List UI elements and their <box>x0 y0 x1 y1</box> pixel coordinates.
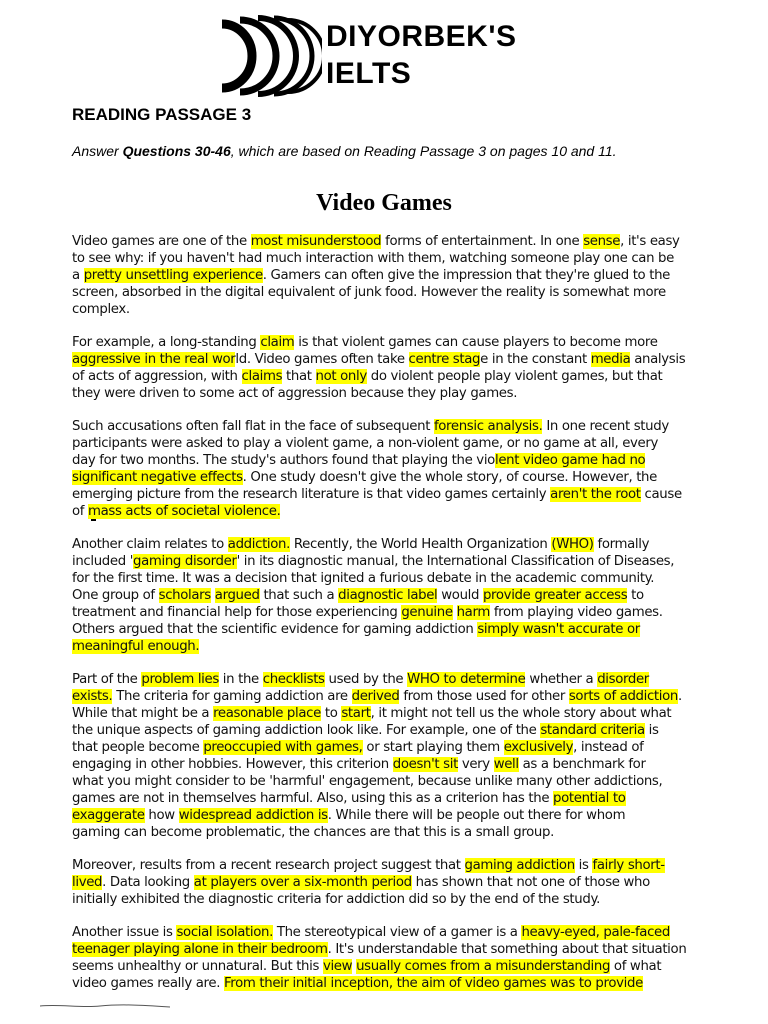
text-run: the unique aspects of gaming addiction look like. For example, one of the <box>72 723 541 738</box>
highlighted-phrase: preoccupied with games, <box>203 740 363 755</box>
highlighted-phrase: mass acts of societal violence. <box>88 504 281 519</box>
text-line <box>72 874 732 891</box>
highlighted-phrase: sense <box>583 234 621 249</box>
article-paragraph <box>72 334 732 402</box>
highlighted-phrase: at players over a six-month period <box>193 875 412 890</box>
text-line <box>72 536 732 553</box>
article-paragraph <box>72 857 732 908</box>
text-line <box>72 301 732 318</box>
instruction-pre: Answer <box>72 143 123 159</box>
text-run: . Data looking <box>102 875 194 890</box>
highlighted-phrase: exaggerate <box>72 808 145 823</box>
text-run: would <box>437 588 483 603</box>
text-run: Another claim relates to <box>72 537 228 552</box>
highlighted-phrase: lived <box>72 875 103 890</box>
highlighted-phrase: argued <box>214 588 260 603</box>
text-run: . It's understandable that something about that situation <box>327 942 687 957</box>
text-line <box>72 486 732 503</box>
highlighted-phrase: harm <box>456 605 490 620</box>
text-run: Such accusations often fall flat in the face of subsequent <box>72 419 434 434</box>
highlighted-phrase: teenager playing alone in their bedroom <box>72 942 328 957</box>
highlighted-phrase: addiction. <box>227 537 291 552</box>
text-run: ' in its diagnostic manual, the International Classification of Diseases, <box>236 554 675 569</box>
text-line <box>72 773 732 790</box>
text-run: e in the constant <box>480 352 591 367</box>
brand-line-2: IELTS <box>326 57 412 90</box>
text-line <box>72 807 732 824</box>
text-run: Another issue is <box>72 925 177 940</box>
text-run: One group of <box>72 588 159 603</box>
text-run: . While there will be people out there for whom <box>327 808 626 823</box>
text-line <box>72 334 732 351</box>
text-run: analysis <box>630 352 686 367</box>
text-run: . <box>678 689 682 704</box>
highlighted-phrase: WHO to determine <box>407 672 526 687</box>
highlighted-phrase: checklists <box>262 672 325 687</box>
text-run: Others argued that the scientific evidence for gaming addiction <box>72 622 478 637</box>
text-line <box>72 368 732 385</box>
text-run: they were driven to some act of aggression because they play games. <box>72 386 518 401</box>
highlighted-phrase: well <box>493 757 519 772</box>
text-run: emerging picture from the research literature is that video games certainly <box>72 487 551 502</box>
text-line <box>72 469 732 486</box>
text-run: In one recent study <box>542 419 669 434</box>
highlighted-phrase: gaming disorder <box>133 554 237 569</box>
text-line <box>72 267 732 284</box>
article-paragraph <box>72 233 732 318</box>
text-line <box>72 857 732 874</box>
text-run: to <box>627 588 644 603</box>
highlighted-phrase: diagnostic label <box>338 588 438 603</box>
text-run: is that violent games can cause players to become more <box>294 335 658 350</box>
text-line <box>72 233 732 250</box>
text-line <box>72 553 732 570</box>
text-run: games are not in themselves harmful. Also, using this as a criterion has the <box>72 791 554 806</box>
text-run: a <box>72 268 84 283</box>
highlighted-phrase: fairly short- <box>592 858 665 873</box>
text-run: While that might be a <box>72 706 214 721</box>
text-line <box>72 638 732 655</box>
text-run: seems unhealthy or unnatural. But this <box>72 959 323 974</box>
article-body <box>72 233 732 1008</box>
text-run: . One study doesn't give the whole story, of course. However, the <box>242 470 657 485</box>
text-run: , it's easy <box>620 234 680 249</box>
text-line <box>72 250 732 267</box>
highlighted-phrase: start <box>341 706 371 721</box>
text-run: Video games are one of the <box>72 234 251 249</box>
text-run: engaging in other hobbies. However, this criterion <box>72 757 393 772</box>
article-paragraph <box>72 671 732 841</box>
highlighted-phrase: social isolation. <box>176 925 273 940</box>
highlighted-phrase: problem lies <box>141 672 219 687</box>
text-run: from those used for other <box>399 689 569 704</box>
text-run: formally <box>593 537 650 552</box>
highlighted-phrase: claims <box>241 369 283 384</box>
text-line <box>72 385 732 402</box>
text-run: do violent people play violent games, but that <box>366 369 663 384</box>
highlighted-phrase: (WHO) <box>551 537 594 552</box>
text-line <box>72 284 732 301</box>
highlighted-phrase: genuine <box>401 605 453 620</box>
highlighted-phrase: significant negative effects <box>72 470 243 485</box>
highlighted-phrase: simply wasn't accurate or <box>477 622 640 637</box>
highlighted-phrase: exclusively <box>503 740 574 755</box>
highlighted-phrase: gaming addiction <box>464 858 575 873</box>
highlighted-phrase: pretty unsettling experience <box>83 268 263 283</box>
text-run: what you might consider to be 'harmful' engagement, because unlike many other addictions, <box>72 774 663 789</box>
passage-label: READING PASSAGE 3 <box>72 105 252 124</box>
highlighted-phrase: provide greater access <box>482 588 628 603</box>
text-line <box>72 975 732 992</box>
text-run: complex. <box>72 302 130 317</box>
text-run: is <box>574 858 593 873</box>
text-line <box>72 435 732 452</box>
text-line <box>72 351 732 368</box>
text-run: . Gamers can often give the impression that they're glued to the <box>262 268 670 283</box>
text-line <box>72 756 732 773</box>
text-run: to <box>320 706 342 721</box>
text-run: that such a <box>259 588 339 603</box>
text-line <box>72 418 732 435</box>
highlighted-phrase: meaningful enough. <box>72 639 200 654</box>
text-run: or start playing them <box>362 740 504 755</box>
text-run: of <box>72 504 88 519</box>
highlighted-phrase: lent video game had no <box>494 453 646 468</box>
text-run <box>453 605 457 620</box>
text-run: For example, a long-standing <box>72 335 261 350</box>
highlighted-phrase: media <box>590 352 631 367</box>
text-run: has shown that not one of those who <box>411 875 650 890</box>
text-run: that <box>282 369 316 384</box>
instruction-text <box>72 143 617 159</box>
page-footer-marks <box>40 1000 240 1012</box>
brand-name <box>326 18 517 92</box>
text-line <box>72 587 732 604</box>
highlighted-phrase: claim <box>260 335 295 350</box>
highlighted-phrase: widespread addiction is <box>178 808 328 823</box>
article-paragraph <box>72 924 732 992</box>
highlighted-phrase: centre stag <box>408 352 481 367</box>
article-title: Video Games <box>316 190 452 216</box>
text-line <box>72 958 732 975</box>
highlighted-phrase: disorder <box>597 672 649 687</box>
text-line <box>72 671 732 688</box>
highlighted-phrase: not only <box>315 369 367 384</box>
text-line <box>72 722 732 739</box>
text-line <box>72 503 732 520</box>
text-run: that people become <box>72 740 204 755</box>
text-run: Part of the <box>72 672 142 687</box>
text-run: whether a <box>525 672 598 687</box>
text-run: to see why: if you haven't had much interaction with them, watching someone play one can be <box>72 251 674 266</box>
text-run: The criteria for gaming addiction are <box>112 689 352 704</box>
highlighted-phrase: exists. <box>72 689 113 704</box>
highlighted-phrase: scholars <box>158 588 211 603</box>
text-line <box>72 604 732 621</box>
text-run: included ' <box>72 554 133 569</box>
text-run: used by the <box>324 672 408 687</box>
highlighted-phrase: forensic analysis. <box>433 419 543 434</box>
text-line <box>72 570 732 587</box>
text-run: for the first time. It was a decision that ignited a furious debate in the academic community. <box>72 571 655 586</box>
text-line <box>72 688 732 705</box>
text-line <box>72 739 732 756</box>
text-run: from playing video games. <box>489 605 663 620</box>
text-run: , it might not tell us the whole story about what <box>370 706 672 721</box>
text-run: video games really are. <box>72 976 224 991</box>
text-line <box>72 891 732 908</box>
text-run: Recently, the World Health Organization <box>290 537 552 552</box>
highlighted-phrase: reasonable place <box>213 706 321 721</box>
text-run: is <box>644 723 659 738</box>
highlighted-phrase: potential to <box>553 791 626 806</box>
text-run: of what <box>610 959 662 974</box>
text-run: day for two months. The study's authors found that playing the vio <box>72 453 495 468</box>
text-line <box>72 824 732 841</box>
instruction-questions: Questions 30-46 <box>122 143 231 159</box>
text-run: as a benchmark for <box>518 757 646 772</box>
text-run: initially exhibited the diagnostic criteria for addiction did so by the end of the study. <box>72 892 600 907</box>
text-line <box>72 941 732 958</box>
highlighted-phrase: sorts of addiction <box>568 689 679 704</box>
highlighted-phrase: doesn't sit <box>392 757 458 772</box>
highlighted-phrase: usually comes from a misunderstanding <box>356 959 611 974</box>
text-run: participants were asked to play a violent game, a non-violent game, or no game at all, every <box>72 436 659 451</box>
highlighted-phrase: most misunderstood <box>250 234 382 249</box>
text-line <box>72 621 732 638</box>
text-run: The stereotypical view of a gamer is a <box>272 925 522 940</box>
text-run: gaming can become problematic, the chances are that this is a small group. <box>72 825 554 840</box>
highlighted-phrase: From their initial inception, the aim of video games was to provide <box>223 976 643 991</box>
highlighted-phrase: aggressive in the real wor <box>72 352 236 367</box>
text-run: how <box>144 808 179 823</box>
brand-line-1: DIYORBEK'S <box>326 20 517 53</box>
highlighted-phrase: view <box>322 959 353 974</box>
article-paragraph <box>72 418 732 520</box>
concentric-arcs-logo-icon <box>212 14 322 98</box>
text-run: forms of entertainment. In one <box>381 234 584 249</box>
highlighted-phrase: aren't the root <box>550 487 641 502</box>
text-run: in the <box>218 672 263 687</box>
highlighted-phrase: heavy-eyed, pale-faced <box>521 925 670 940</box>
text-run: , instead of <box>573 740 644 755</box>
text-run: Moreover, results from a recent research project suggest that <box>72 858 465 873</box>
text-run: screen, absorbed in the digital equivalent of junk food. However the reality is somewhat more <box>72 285 666 300</box>
bullet-dash <box>91 519 96 521</box>
text-run: treatment and financial help for those experiencing <box>72 605 402 620</box>
highlighted-phrase: derived <box>351 689 400 704</box>
text-run: very <box>457 757 494 772</box>
text-run: cause <box>640 487 682 502</box>
text-line <box>72 924 732 941</box>
text-run: ld. Video games often take <box>235 352 409 367</box>
article-paragraph <box>72 536 732 655</box>
instruction-post: , which are based on Reading Passage 3 on pages 10 and 11. <box>230 143 617 159</box>
text-line <box>72 452 732 469</box>
text-run: of acts of aggression, with <box>72 369 242 384</box>
text-line <box>72 705 732 722</box>
highlighted-phrase: standard criteria <box>540 723 645 738</box>
text-line <box>72 790 732 807</box>
